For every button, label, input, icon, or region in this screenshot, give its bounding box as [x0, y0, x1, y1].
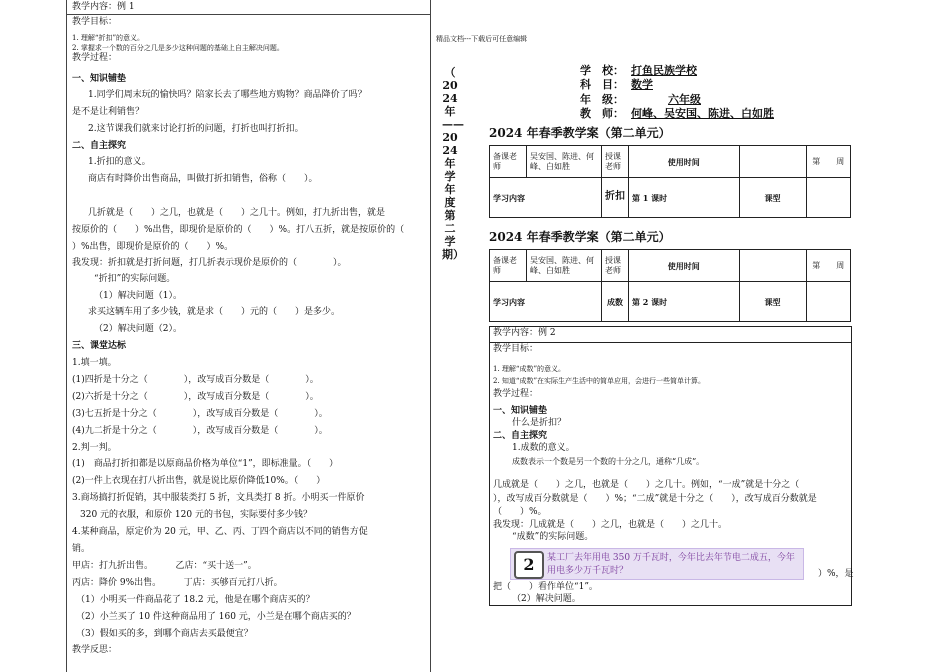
right-s2-p3a: 几成就是（ ）之几，也就是（ ）之几十。例如，“一成”就是十分之（ [493, 480, 800, 490]
teach-label: 授课老师 [602, 146, 629, 178]
right-section-1-title: 一、知识铺垫 [493, 406, 548, 416]
problem-number: 2 [514, 551, 544, 579]
left-s2-find: 我发现：折扣就是打折问题，打几折表示现价是原价的（ ）。 [72, 258, 347, 268]
prep-names: 吴安国、陈进、何峰、白如胜 [527, 146, 602, 178]
left-s1-p1a: 1.同学们周末玩的愉快吗？陪家长去了哪些地方购物？商品降价了吗？ [88, 90, 367, 100]
left-s3-4d: 丙店：降价 9%出售。 丁店：买够百元打八折。 [72, 578, 283, 588]
left-goals-title: 教学目标： [72, 17, 118, 27]
left-goal-1: 1. 理解“折扣”的意义。 [72, 34, 145, 42]
left-s1-p1b: 是不是让利销售？ [72, 107, 145, 117]
plan-title-2: 2024 年春季教学案（第二单元） [489, 230, 671, 244]
left-s3-4b: 销。 [72, 544, 91, 554]
right-section-2-title: 二、自主探究 [493, 431, 548, 441]
left-section-1-title: 一、知识铺垫 [72, 74, 127, 84]
teacher-label: 教 师： [580, 107, 624, 120]
left-s3-3a: 3.商场搞打折促销，其中服装类打 5 折，文具类打 8 折。小明买一件原价 [72, 493, 365, 503]
right-blank-tail: ）%，是 [818, 569, 854, 579]
right-s2-p1: 1.成数的意义。 [512, 443, 575, 453]
left-s3-1d: (4)九二折是十分之（ ），改写成百分数是（ ）。 [72, 426, 328, 436]
type-label-1: 课型 [739, 178, 806, 218]
use-time-label-2: 使用时间 [629, 250, 740, 282]
left-process-title: 教学过程： [72, 53, 118, 63]
right-s2-p3c: （ ）%。 [493, 507, 547, 517]
right-goals-title: 教学目标： [493, 344, 539, 354]
topic-2: 成数 [602, 282, 629, 322]
grade-value: 六年级 [668, 93, 701, 106]
right-s2-p3b: ），改写成百分数就是（ ）%；“二成”就是十分之（ ），改写成百分数就是 [493, 494, 817, 504]
right-unit-one: 把（ ）看作单位“1”。 [493, 582, 598, 592]
teacher-names: 何峰、吴安国、陈进、白如胜 [631, 107, 774, 120]
right-goal-1: 1. 理解“成数”的意义。 [493, 365, 566, 373]
left-s2-p3a: 几折就是（ ）之几，也就是（ ）之几十。例如，打九折出售，就是 [88, 208, 386, 218]
left-s3-4g: （3）假如买的多，到哪个商店去买最便宜？ [76, 629, 253, 639]
left-s3-4f: （2）小兰买了 10 件这种商品用了 160 元，小兰是在哪个商店买的？ [76, 612, 356, 622]
right-s2-p2: 成数表示一个数是另一个数的十分之几，通称“几成”。 [512, 457, 705, 466]
left-section-3-title: 三、课堂达标 [72, 341, 127, 351]
school-label: 学 校： [580, 64, 624, 77]
left-s3-4a: 4.某种商品，原定价为 20 元，甲、乙、丙、丁四个商店以不同的销售方促 [72, 527, 368, 537]
prep-label-2: 备课老师 [490, 250, 527, 282]
teach-label-2: 授课老师 [602, 250, 629, 282]
lesson-1: 第 1 课时 [629, 178, 740, 218]
right-process-title: 教学过程： [493, 389, 539, 399]
left-s2-p3b: 按原价的（ ）%出售，即现价是原价的（ ）%。打八五折，就是按原价的（ [72, 225, 405, 235]
right-content-header: 教学内容：例 2 [493, 328, 556, 338]
prep-names-2: 吴安国、陈进、何峰、白如胜 [527, 250, 602, 282]
left-section-2-title: 二、自主探究 [72, 141, 127, 151]
left-s3-3b: 320 元的衣服，和原价 120 元的书包，实际要付多少钱？ [80, 510, 312, 520]
left-s2-p3c: ）%出售，即现价是原价的（ ）%。 [72, 242, 234, 252]
right-s2-find: 我发现：几成就是（ ）之几，也就是（ ）之几十。 [493, 520, 728, 530]
document-note: 精品文档---下载后可任意编辑 [436, 35, 528, 43]
left-s2-q2-1b: 求买这辆车用了多少钱，就是求（ ）元的（ ）是多少。 [88, 307, 341, 317]
type-label-2: 课型 [739, 282, 806, 322]
school-name: 打鱼民族学校 [631, 64, 697, 77]
lesson-info-table-2 [489, 249, 851, 322]
left-s2-p1: 1.折扣的意义。 [88, 157, 151, 167]
left-s3-2: 2.判一判。 [72, 443, 117, 453]
left-s2-q2-2: （2）解决问题（2）。 [94, 324, 182, 334]
left-s2-q2-1: （1）解决问题（1）。 [94, 291, 182, 301]
content-label: 学习内容 [490, 178, 602, 218]
use-time-label: 使用时间 [629, 146, 740, 178]
problem-text: 某工厂去年用电 350 万千瓦时，今年比去年节电二成五，今年用电多少万千瓦时？ [547, 553, 795, 576]
right-solve: （2）解决问题。 [512, 594, 581, 604]
subject-value: 数学 [631, 78, 653, 91]
grade-label: 年 级： [580, 93, 624, 106]
semester-label: （ 2024 年—— 2024 年学年度第二学期） [442, 66, 464, 261]
right-goal-2: 2. 知道“成数”在实际生产生活中的简单应用，会进行一些简单计算。 [493, 377, 706, 385]
left-s3-4c: 甲店：打九折出售。 乙店：“买十送一”。 [72, 561, 257, 571]
left-s3-1a: (1)四折是十分之（ ），改写成百分数是（ ）。 [72, 375, 319, 385]
header-divider [67, 14, 430, 15]
left-content-header: 教学内容：例 1 [72, 2, 135, 12]
left-s1-p2: 2.这节课我们就来讨论打折的问题，打折也叫打折扣。 [88, 124, 304, 134]
prep-label: 备课老师 [490, 146, 527, 178]
left-s3-2b: (2)一件上衣现在打八折出售，就是说比原价降低10%。（ ） [72, 476, 326, 486]
left-s3-2a: (1) 商品打折扣都是以原商品价格为单位“1”，即标准量。（ ） [72, 459, 339, 469]
left-s2-q2: “折扣”的实际问题。 [94, 274, 176, 284]
lesson-2: 第 2 课时 [629, 282, 740, 322]
week-label-2: 第 周 [806, 250, 850, 282]
lesson-info-table-1 [489, 145, 851, 218]
left-goal-2: 2. 掌握求一个数的百分之几是多少这种问题的基础上自主解决问题。 [72, 44, 284, 52]
right-s2-q2: “成数”的实际问题。 [512, 532, 594, 542]
content-label-2: 学习内容 [490, 282, 602, 322]
right-s1-question: 什么是折扣？ [512, 418, 567, 428]
left-reflection: 教学反思： [72, 645, 118, 655]
right-header-divider [490, 342, 851, 343]
left-s3-1: 1.填一填。 [72, 358, 117, 368]
subject-label: 科 目： [580, 78, 624, 91]
left-s3-1b: (2)六折是十分之（ ），改写成百分数是（ ）。 [72, 392, 319, 402]
topic-1: 折扣 [602, 178, 629, 218]
left-s2-p2: 商店有时降价出售商品，叫做打折扣销售，俗称（ ）。 [88, 174, 318, 184]
left-s3-4e: （1）小明买一件商品花了 18.2 元，他是在哪个商店买的？ [76, 595, 315, 605]
plan-title-1: 2024 年春季教学案（第二单元） [489, 126, 671, 140]
left-s3-1c: (3)七五折是十分之（ ），改写成百分数是（ ）。 [72, 409, 328, 419]
problem-card [510, 548, 804, 580]
week-label: 第 周 [806, 146, 850, 178]
